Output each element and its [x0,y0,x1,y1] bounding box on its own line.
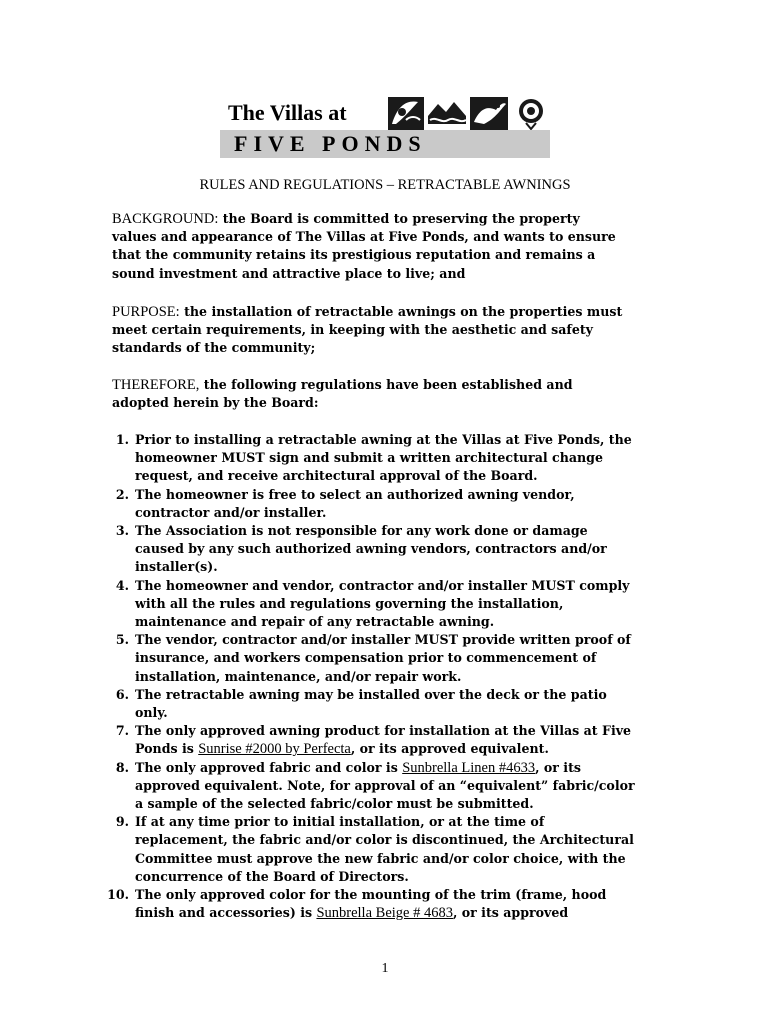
rule-line: The homeowner is free to select an authorized awning vendor, [135,486,575,502]
rule-text: finish and accessories) is [135,905,317,921]
rule-item [100,686,680,722]
rule-line: a sample of the selected fabric/color must be submitted. [135,796,534,812]
logo-icons [388,94,550,130]
rule-number: 7. [115,723,129,739]
rule-text: The only approved fabric and color is [135,759,403,775]
rule-line: homeowner MUST sign and submit a written architectural change [135,450,603,466]
background-line-3: that the community retains its prestigious reputation and remains a [112,247,596,263]
rule-number: 10. [107,887,129,903]
rule-line: installation, maintenance, and/or repair work. [135,668,462,684]
rule-number: 2. [115,486,129,502]
rule-item [100,577,680,632]
purpose-line-3: standards of the community; [112,340,316,356]
wave-icon [428,97,466,130]
rule-number: 4. [115,577,129,593]
rule-line: only. [135,705,168,721]
rule-line [135,904,680,922]
therefore-paragraph [112,376,672,412]
rule-line: The retractable awning may be installed over the deck or the patio [135,686,607,702]
background-line-1 [112,210,672,228]
rule-item [100,813,680,886]
rule-line: request, and receive architectural approval of the Board. [135,468,538,484]
rule-line: Prior to installing a retractable awning at the Villas at Five Ponds, the [135,432,632,447]
rose-icon [388,97,424,130]
therefore-text: the following regulations have been established and [199,377,573,392]
purpose-line-2: meet certain requirements, in keeping with the aesthetic and safety [112,322,593,338]
purpose-paragraph [112,303,672,358]
heading-text: RULES AND REGULATIONS – RETRACTABLE AWNINGS [199,177,571,193]
logo-top-row [220,92,550,130]
purpose-line-1 [112,303,672,321]
logo-subtitle-bar [220,130,550,158]
therefore-line-2: adopted herein by the Board: [112,395,319,411]
rule-number: 9. [115,814,129,830]
therefore-line-1 [112,376,672,394]
rule-number: 3. [115,523,129,539]
rules-list [100,431,680,922]
rule-line: maintenance and repair of any retractable awning. [135,614,495,630]
purpose-text: the installation of retractable awnings on the properties must [179,304,623,319]
page-number: 1 [381,961,389,976]
rule-line: insurance, and workers compensation prior to commencement of [135,650,597,666]
fabric-reference: Sunbrella Linen #4633 [402,759,536,776]
villas-logo [220,92,550,158]
rule-line: concurrence of the Board of Directors. [135,868,409,884]
therefore-lead: THEREFORE, [112,377,200,393]
background-line-2: values and appearance of The Villas at Five Ponds, and wants to ensure [112,229,616,245]
rule-item [100,759,680,814]
rule-number: 5. [115,632,129,648]
background-text: the Board is committed to preserving the property [218,211,580,226]
rule-line: The only approved awning product for installation at the Villas at Five [135,723,632,739]
rule-line: caused by any such authorized awning vendors, contractors and/or [135,541,607,557]
rule-line [135,759,680,777]
logo-subtitle: FIVE PONDS [234,131,427,156]
rule-line: The Association is not responsible for any work done or damage [135,523,588,539]
rule-line [135,740,680,758]
rule-line: installer(s). [135,559,218,575]
rule-text: , or its approved [452,905,569,921]
rule-line: The vendor, contractor and/or installer MUST provide written proof of [135,632,631,648]
rule-line: The homeowner and vendor, contractor and/or installer MUST comply [135,577,630,593]
logo-title: The Villas at [228,100,347,125]
rule-item [100,486,680,522]
rule-line: contractor and/or installer. [135,504,327,520]
flower-icon [512,97,550,130]
rule-item [100,722,680,758]
background-line-4: sound investment and attractive place to live; and [112,265,466,281]
rule-line: approved equivalent. Note, for approval of an “equivalent” fabric/color [135,777,635,793]
background-paragraph [112,210,672,283]
rule-line: The only approved color for the mounting of the trim (frame, hood [135,887,607,903]
rule-text: , or its [535,759,581,775]
rule-line: with all the rules and regulations governing the installation, [135,595,564,611]
purpose-lead: PURPOSE: [112,304,180,320]
rule-line: replacement, the fabric and/or color is discontinued, the Architectural [135,832,634,848]
rule-item [100,886,680,922]
trim-color-reference: Sunbrella Beige # 4683 [316,905,453,922]
product-reference: Sunrise #2000 by Perfecta [198,741,351,758]
bird-icon [470,97,508,130]
rule-item [100,431,680,486]
rule-item [100,631,680,686]
document-heading [0,177,770,194]
rule-line: Committee must approve the new fabric and/or color choice, with the [135,850,626,866]
rule-line: If at any time prior to initial installation, or at the time of [135,814,545,830]
rule-item [100,522,680,577]
rule-number: 6. [115,686,129,702]
background-lead: BACKGROUND: [112,211,219,227]
rule-text: , or its approved equivalent. [350,741,549,757]
rule-number: 1. [115,432,129,447]
rule-text: Ponds is [135,741,199,757]
rule-number: 8. [115,759,129,775]
